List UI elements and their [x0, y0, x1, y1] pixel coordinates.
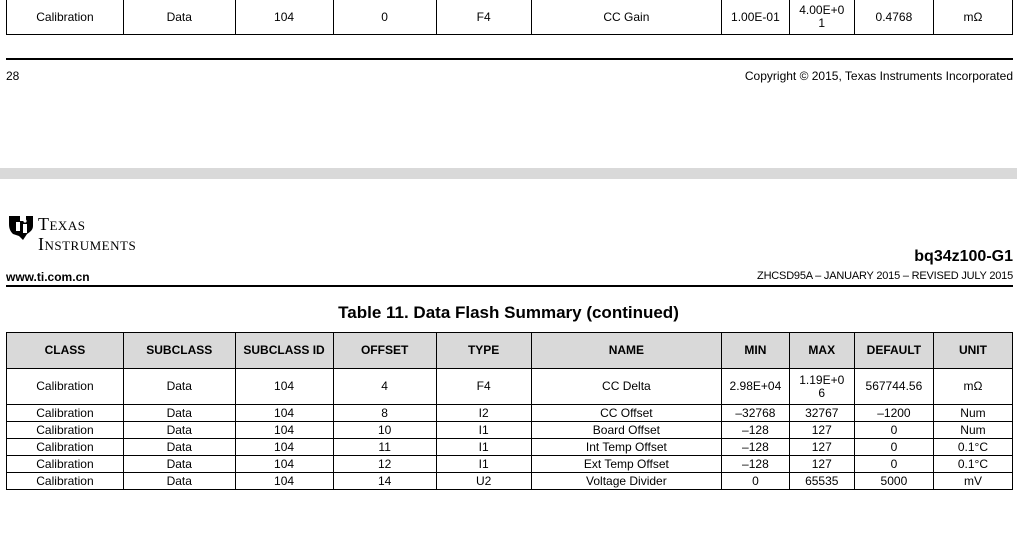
column-header: NAME [531, 333, 722, 369]
cell: –1200 [854, 405, 933, 422]
ti-logo-icon [6, 212, 36, 247]
website-link[interactable]: www.ti.com.cn [6, 270, 90, 284]
cell: –32768 [722, 405, 789, 422]
cell: 127 [789, 456, 854, 473]
data-flash-summary-table [6, 332, 1013, 490]
table-row [7, 369, 1013, 405]
cell: –128 [722, 439, 789, 456]
cell: 4 [333, 369, 436, 405]
cell: 2.98E+04 [722, 369, 789, 405]
cell: 0 [854, 456, 933, 473]
footer-rule [6, 58, 1013, 60]
cell: 0 [854, 422, 933, 439]
cell: CC Offset [531, 405, 722, 422]
table-row [7, 422, 1013, 439]
table-row [7, 439, 1013, 456]
cell: I2 [436, 405, 531, 422]
cell: Data [123, 0, 235, 35]
cell: 0.4768 [854, 0, 933, 35]
column-header: SUBCLASS ID [235, 333, 333, 369]
page-gap [0, 168, 1017, 179]
cell: Num [933, 405, 1012, 422]
table-row [7, 473, 1013, 490]
cell: F4 [436, 0, 531, 35]
header-rule [6, 285, 1013, 287]
cell: 127 [789, 439, 854, 456]
cell: Calibration [7, 405, 124, 422]
column-header: TYPE [436, 333, 531, 369]
cell: 567744.56 [854, 369, 933, 405]
cell: Ext Temp Offset [531, 456, 722, 473]
cell: 4.00E+0 1 [789, 0, 854, 35]
column-header: CLASS [7, 333, 124, 369]
cell: I1 [436, 439, 531, 456]
column-header: OFFSET [333, 333, 436, 369]
table-header-row [7, 333, 1013, 369]
column-header: MAX [789, 333, 854, 369]
copyright-text: Copyright © 2015, Texas Instruments Incorporated [744, 69, 1013, 83]
cell: Voltage Divider [531, 473, 722, 490]
cell: 0.1°C [933, 439, 1012, 456]
cell: 10 [333, 422, 436, 439]
table-row [7, 456, 1013, 473]
cell: Calibration [7, 422, 124, 439]
cell: Data [123, 369, 235, 405]
cell: Calibration [7, 0, 124, 35]
cell: Calibration [7, 439, 124, 456]
cell: 8 [333, 405, 436, 422]
cell: 104 [235, 439, 333, 456]
cell: U2 [436, 473, 531, 490]
logo-line-2: Instruments [38, 234, 137, 254]
cell: –128 [722, 422, 789, 439]
cell: 1.19E+0 6 [789, 369, 854, 405]
cell: 0 [722, 473, 789, 490]
cell: mΩ [933, 369, 1012, 405]
cell: Num [933, 422, 1012, 439]
cell: –128 [722, 456, 789, 473]
cell: 0.1°C [933, 456, 1012, 473]
cell: 1.00E-01 [722, 0, 789, 35]
cell: Data [123, 405, 235, 422]
cell: 104 [235, 473, 333, 490]
column-header: DEFAULT [854, 333, 933, 369]
cell: Data [123, 439, 235, 456]
cell: Board Offset [531, 422, 722, 439]
cell: 104 [235, 405, 333, 422]
cell: 104 [235, 0, 333, 35]
cell: 104 [235, 422, 333, 439]
cell: mV [933, 473, 1012, 490]
cell: 32767 [789, 405, 854, 422]
table-caption: Table 11. Data Flash Summary (continued) [338, 303, 679, 322]
cell: 12 [333, 456, 436, 473]
column-header: SUBCLASS [123, 333, 235, 369]
page-number: 28 [6, 69, 20, 83]
cell: F4 [436, 369, 531, 405]
cell: Int Temp Offset [531, 439, 722, 456]
cell: mΩ [933, 0, 1012, 35]
document-reference: ZHCSD95A – JANUARY 2015 – REVISED JULY 2015 [757, 270, 1013, 282]
cell: 5000 [854, 473, 933, 490]
cell: 104 [235, 369, 333, 405]
cell: Calibration [7, 369, 124, 405]
cell: 14 [333, 473, 436, 490]
cell: 0 [333, 0, 436, 35]
table-row [7, 0, 1013, 35]
cell: Calibration [7, 473, 124, 490]
cell: CC Gain [531, 0, 722, 35]
document-title: bq34z100-G1 [914, 248, 1013, 265]
previous-page-table [6, 0, 1013, 35]
cell: Data [123, 473, 235, 490]
cell: I1 [436, 422, 531, 439]
cell: 104 [235, 456, 333, 473]
cell: 0 [854, 439, 933, 456]
cell: 65535 [789, 473, 854, 490]
cell: 127 [789, 422, 854, 439]
column-header: UNIT [933, 333, 1012, 369]
company-logo-text [38, 214, 136, 254]
cell: Calibration [7, 456, 124, 473]
cell: 11 [333, 439, 436, 456]
cell: Data [123, 456, 235, 473]
cell: CC Delta [531, 369, 722, 405]
table-row [7, 405, 1013, 422]
cell: I1 [436, 456, 531, 473]
logo-line-1: Texas [38, 214, 86, 234]
column-header: MIN [722, 333, 789, 369]
cell: Data [123, 422, 235, 439]
